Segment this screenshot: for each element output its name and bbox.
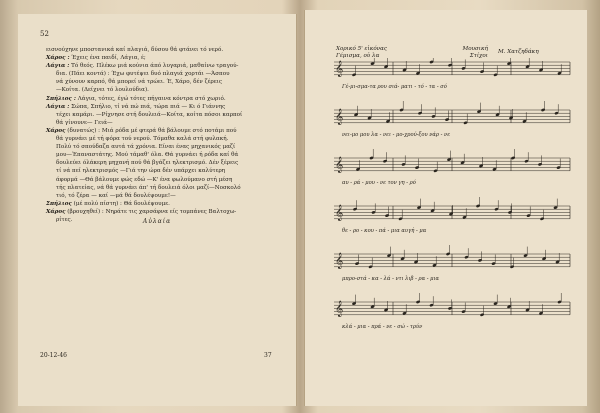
- lyrics-line: νει-μο μου λα - νει - μο-χρού-ξου νάρ - νε: [342, 132, 450, 138]
- line-text: άφορμά —Θά βάλουμε φώς εδώ —Κ' ένα φωλούμανο στή μέση: [56, 176, 233, 183]
- dialogue-text: [46, 46, 290, 224]
- line-text: Πολύ τό σπούδαζα αυτά τά χρόνια. Είναι ένας μηχανικός μαζί: [56, 144, 236, 151]
- dialogue-line: [46, 86, 290, 94]
- dialogue-line: [46, 159, 290, 167]
- lyrics-line: μπρο-στά - κα - λά - ντι λιβ - ρα - μια: [342, 276, 440, 282]
- lyrics-line: θε - ρο - κου - πά - μια αυγή - μα: [342, 228, 427, 234]
- line-text: Λάγια, τότες, έγώ τότες πήγαινα κόντρα στό χωριό.: [77, 95, 226, 102]
- dialogue-line: [46, 151, 290, 159]
- treble-clef-icon: 𝄞: [335, 157, 344, 173]
- line-text: τί νά πεί ηλεκτρισμός —Γιά την ώρα δέν υπάρχει καλύτερη: [56, 168, 226, 175]
- dialogue-line: [46, 95, 290, 103]
- speaker-name: Σπήλιος: [46, 200, 72, 207]
- dialogue-line: [46, 103, 290, 111]
- line-text: (μέ πολύ πίστη) : Θά δουλέψουμε.: [73, 200, 170, 207]
- treble-clef-icon: 𝄞: [335, 301, 344, 317]
- line-text: (δυνατώς) : Μιά ρόδα μέ φτερά θά βάλουμε στό ποτάμι πού: [67, 127, 237, 134]
- line-text: εισνούχηνε μποστανικά καί πλαγιά, δύσου θά φτάνει τό νερό.: [46, 47, 224, 53]
- line-text: θά γυρνάει μέ τή φόρα τού νερού. Τόμαθα καλά στή φυλακή.: [56, 136, 229, 143]
- dialogue-line: [46, 167, 290, 175]
- lyrics-line: κλά - μια - πρά - νε - σώ - τρύν: [342, 324, 423, 330]
- treble-clef-icon: 𝄞: [335, 205, 344, 221]
- dialogue-line: [46, 54, 290, 62]
- lyrics-line: αυ - ρά - μου - νε τον γη - ρό: [342, 180, 416, 186]
- music-header-left-line1: Χορικό 5' εἰκόνας: [336, 46, 388, 52]
- line-text: —Κοίτα. (Δείχνει τό λουλούδια).: [56, 87, 149, 94]
- dialogue-line: [46, 176, 290, 184]
- curtain-label: Αὐλαία: [142, 218, 172, 225]
- line-text: Έχεις ένα παιδί, Λάγια, έ;: [71, 55, 146, 62]
- speaker-name: Χάρος: [46, 127, 66, 134]
- dialogue-line: [46, 119, 290, 127]
- treble-clef-icon: 𝄞: [335, 109, 344, 125]
- speaker-name: Χάρος: [46, 208, 66, 215]
- page-number-top: 52: [40, 30, 49, 38]
- dialogue-line: [46, 143, 290, 151]
- dialogue-line: [46, 192, 290, 200]
- speaker-name: Λάγια :: [46, 103, 70, 110]
- date: 20-12-46: [40, 352, 67, 359]
- line-text: Σώπα, Σπήλιο, τί νά πώ πιά, τώρα πιά — Κι ό Γιάννης: [71, 103, 226, 110]
- music-header-left-line2: Γέμισμα, οὐ λα: [336, 53, 380, 59]
- dialogue-line: [46, 46, 290, 54]
- line-text: μου—Έπαναστάτης. Μού τάμαθ' όλα. Θά γυρνάει ή ρόδα καί θά: [56, 152, 239, 159]
- line-text: (βρουχηθεί) : Νηράτε τις χαρσάφνα είς τομπάνες Βαλτοχω-: [67, 208, 237, 215]
- dialogue-line: [46, 62, 290, 70]
- dialogue-line: [46, 70, 290, 78]
- speaker-name: Χάρος :: [46, 55, 70, 62]
- dialogue-line: [46, 208, 290, 216]
- music-header-mid-line1: Μουσική: [462, 46, 488, 52]
- line-text: θά γίνουνε— Γειά—: [56, 119, 113, 126]
- lyrics-line: Γέ-μι-σμα-τα ρου σιά- ματι - τό - τα - σό: [342, 84, 447, 90]
- line-text: Τό θεός. Πλέκω μιά κούνια άπό λυγαριά, μαθαίνω τραγού-: [71, 63, 239, 70]
- dialogue-line: [46, 184, 290, 192]
- music-header-mid-line2: Στίχοι: [469, 53, 488, 59]
- music-header-composer: Μ. Χατζηδάκη: [498, 49, 539, 55]
- dialogue-line: [46, 200, 290, 208]
- dialogue-line: [46, 135, 290, 143]
- dialogue-line: [46, 78, 290, 86]
- speaker-name: Λάγια :: [46, 63, 70, 70]
- line-text: δια. (Πάει κοντά) : Έχω φυτέψει δυό πλαγιά χορτάι —Άσπου: [56, 71, 230, 78]
- treble-clef-icon: 𝄞: [335, 253, 344, 269]
- treble-clef-icon: 𝄞: [335, 61, 344, 77]
- speaker-name: Σπήλιος :: [46, 95, 76, 102]
- dialogue-line: [46, 127, 290, 135]
- line-text: δουλεύει όλάκερη μηχανή πού θά βγάζει ηλεκτρισμό. Δέν ξέρεις: [56, 160, 239, 167]
- page-number-bottom: 37: [264, 352, 272, 359]
- line-text: τής πλατείας, νά θά γυρνάει άπ' τή δουλειά όλοι μαζί—Νοσκολό: [56, 184, 241, 191]
- line-text: νά χύνουν καρπό, θά μπορεί νά τρώει. Έ, Χάρο, δέν ζέρεις: [56, 79, 223, 86]
- line-text: τέχει καμάρι. —Ρίχνησε στή δουλειά—Κοίτα, κοίτα πόσοι καρποί: [56, 111, 243, 118]
- line-text: τιό, τό ζέρα — καί —μά θά δουλέψουμε!—: [56, 192, 176, 199]
- line-text: ρίτες.: [56, 216, 73, 223]
- music-score: [334, 58, 574, 358]
- dialogue-line: [46, 111, 290, 119]
